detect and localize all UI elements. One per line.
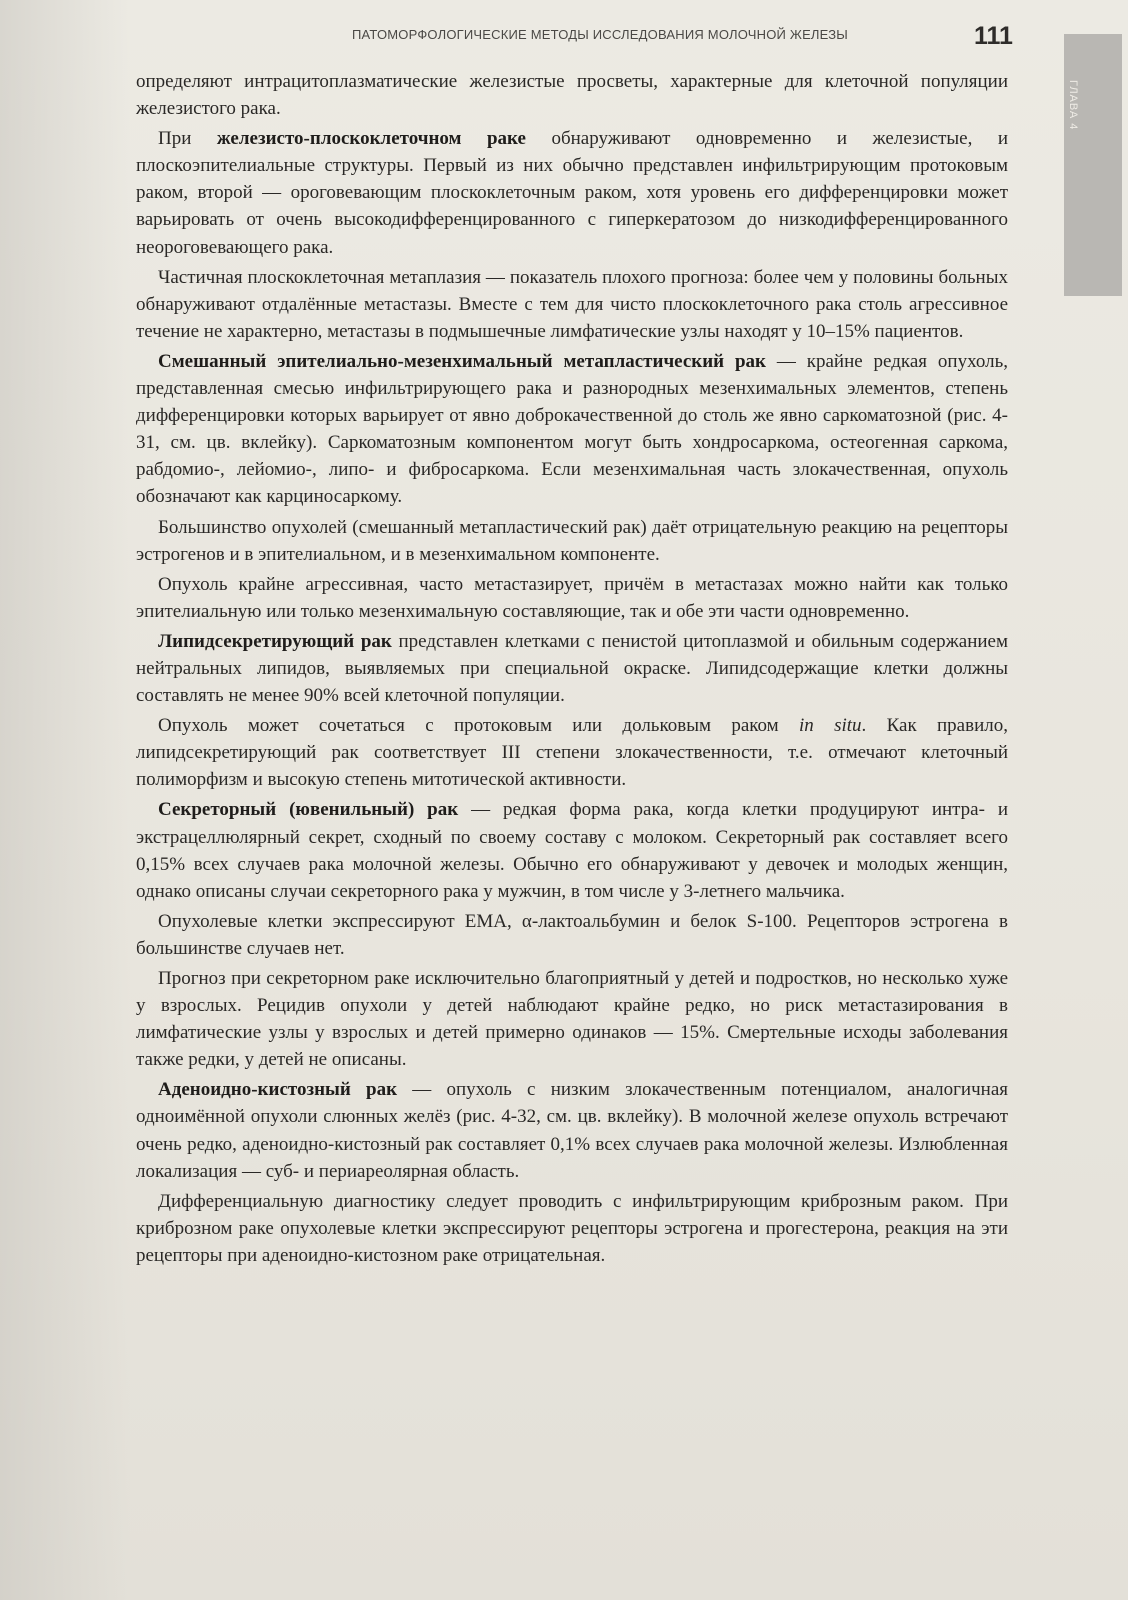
paragraph: Опухоль крайне агрессивная, часто метастазирует, причём в метастазах можно найти как только эпителиальную или только мезенхимальную составляющие, так и обе эти части одновременно. — [136, 573, 1008, 622]
paragraph: Липидсекретирующий рак представлен клетками с пенистой цитоплазмой и обильным содержанием нейтральных липидов, выявляемых при специальной окраске. Липидсодержащие клетки должны составлять не менее 90% всей клеточной популяции. — [136, 630, 1008, 707]
paragraph: Опухоль может сочетаться с протоковым или дольковым раком in situ. Как правило, липидсекретирующий рак соответствует III степени злокачественности, т.е. отмечают клеточный полиморфизм и высокую степень митотической активности. — [136, 715, 1008, 791]
term-heading: Смешанный эпителиально-мезенхимальный метапластический рак — [158, 350, 766, 372]
paragraph: Опухолевые клетки экспрессируют ЕМА, α-лактоальбумин и белок S-100. Рецепторов эстрогена в большинстве случаев нет. — [136, 910, 1008, 959]
paragraph: При железисто-плоскоклеточном раке обнаруживают одновременно и железистые, и плоскоэпителиальные структуры. Первый из них обычно представлен инфильтрирующим протоковым раком, второй — ороговевающим плоскоклеточным раком, хотя уровень его дифференцировки может варьировать от очень высокодифференцированного с гиперкератозом до низкодифференцированного неороговевающего рака. — [136, 128, 1009, 258]
term-heading: железисто-плоскоклеточном раке — [216, 128, 526, 150]
paragraph: Частичная плоскоклеточная метаплазия — показатель плохого прогноза: более чем у половины больных обнаруживают отдалённые метастазы. Вместе с тем для чисто плоскоклеточного рака столь агрессивное течение не характерно, метастазы в подмышечные лимфатические узлы находят у 10–15% пациентов. — [136, 266, 1008, 342]
paragraph: Большинство опухолей (смешанный метапластический рак) даёт отрицательную реакцию на рецепторы эстрогенов и в эпителиальном, и в мезенхимальном компоненте. — [136, 516, 1008, 565]
paragraph: Секреторный (ювенильный) рак — редкая форма рака, когда клетки продуцируют интра- и экстрацеллюлярный секрет, сходный по своему составу с молоком. Секреторный рак составляет всего 0,15% всех случаев рака молочной железы. Обычно его обнаруживают у девочек и молодых женщин, однако описаны случаи секреторного рака у мужчин, в том числе у 3-летнего мальчика. — [136, 799, 1008, 902]
paragraph: Аденоидно-кистозный рак — опухоль с низким злокачественным потенциалом, аналогичная одноимённой опухоли слюнных желёз (рис. 4-32, см. цв. вклейку). В молочной железе опухоль встречают очень редко, аденоидно-кистозный рак составляет 0,1% всех случаев рака молочной железы. Излюбленная локализация — суб- и периареолярная область. — [136, 1079, 1008, 1182]
running-title: ПАТОМОРФОЛОГИЧЕСКИЕ МЕТОДЫ ИССЛЕДОВАНИЯ МОЛОЧНОЙ ЖЕЛЕЗЫ — [352, 27, 849, 42]
term-heading: Аденоидно-кистозный рак — [158, 1079, 398, 1101]
paragraph: определяют интрацитоплазматические железистые просветы, характерные для клеточной популяции железистого рака. — [136, 71, 1008, 120]
scan-shadow — [0, 0, 130, 1600]
term-heading: Секреторный (ювенильный) рак — [158, 799, 459, 821]
body-text — [136, 68, 1008, 1272]
paragraph: Прогноз при секреторном раке исключительно благоприятный у детей и подростков, но несколько хуже у взрослых. Рецидив опухоли у детей наблюдают крайне редко, но риск метастазирования в лимфатические узлы у взрослых и детей примерно одинаков — 15%. Смертельные исходы заболевания также редки, у детей не описаны. — [136, 968, 1008, 1071]
chapter-side-tab — [1064, 34, 1122, 296]
term-heading: Липидсекретирующий рак — [158, 630, 392, 652]
paragraph: Дифференциальную диагностику следует проводить с инфильтрирующим криброзным раком. При криброзном раке опухолевые клетки экспрессируют рецепторы эстрогена и прогестерона, реакция на эти рецепторы при аденоидно-кистозном раке отрицательная. — [136, 1190, 1008, 1266]
chapter-side-tab-label: ГЛАВА 4 — [1067, 80, 1079, 131]
page-number: 111 — [974, 22, 1013, 50]
paragraph: Смешанный эпителиально-мезенхимальный метапластический рак — крайне редкая опухоль, представленная смесью инфильтрирующего рака и разнородных мезенхимальных элементов, степень дифференцировки которых варьирует от явно доброкачественной до столь же явно саркоматозной (рис. 4-31, см. цв. вклейку). Саркоматозным компонентом могут быть хондросаркома, остеогенная саркома, рабдомио-, лейомио-, липо- и фибросаркома. Если мезенхимальная часть злокачественная, опухоль обозначают как карциносаркому. — [136, 350, 1008, 508]
